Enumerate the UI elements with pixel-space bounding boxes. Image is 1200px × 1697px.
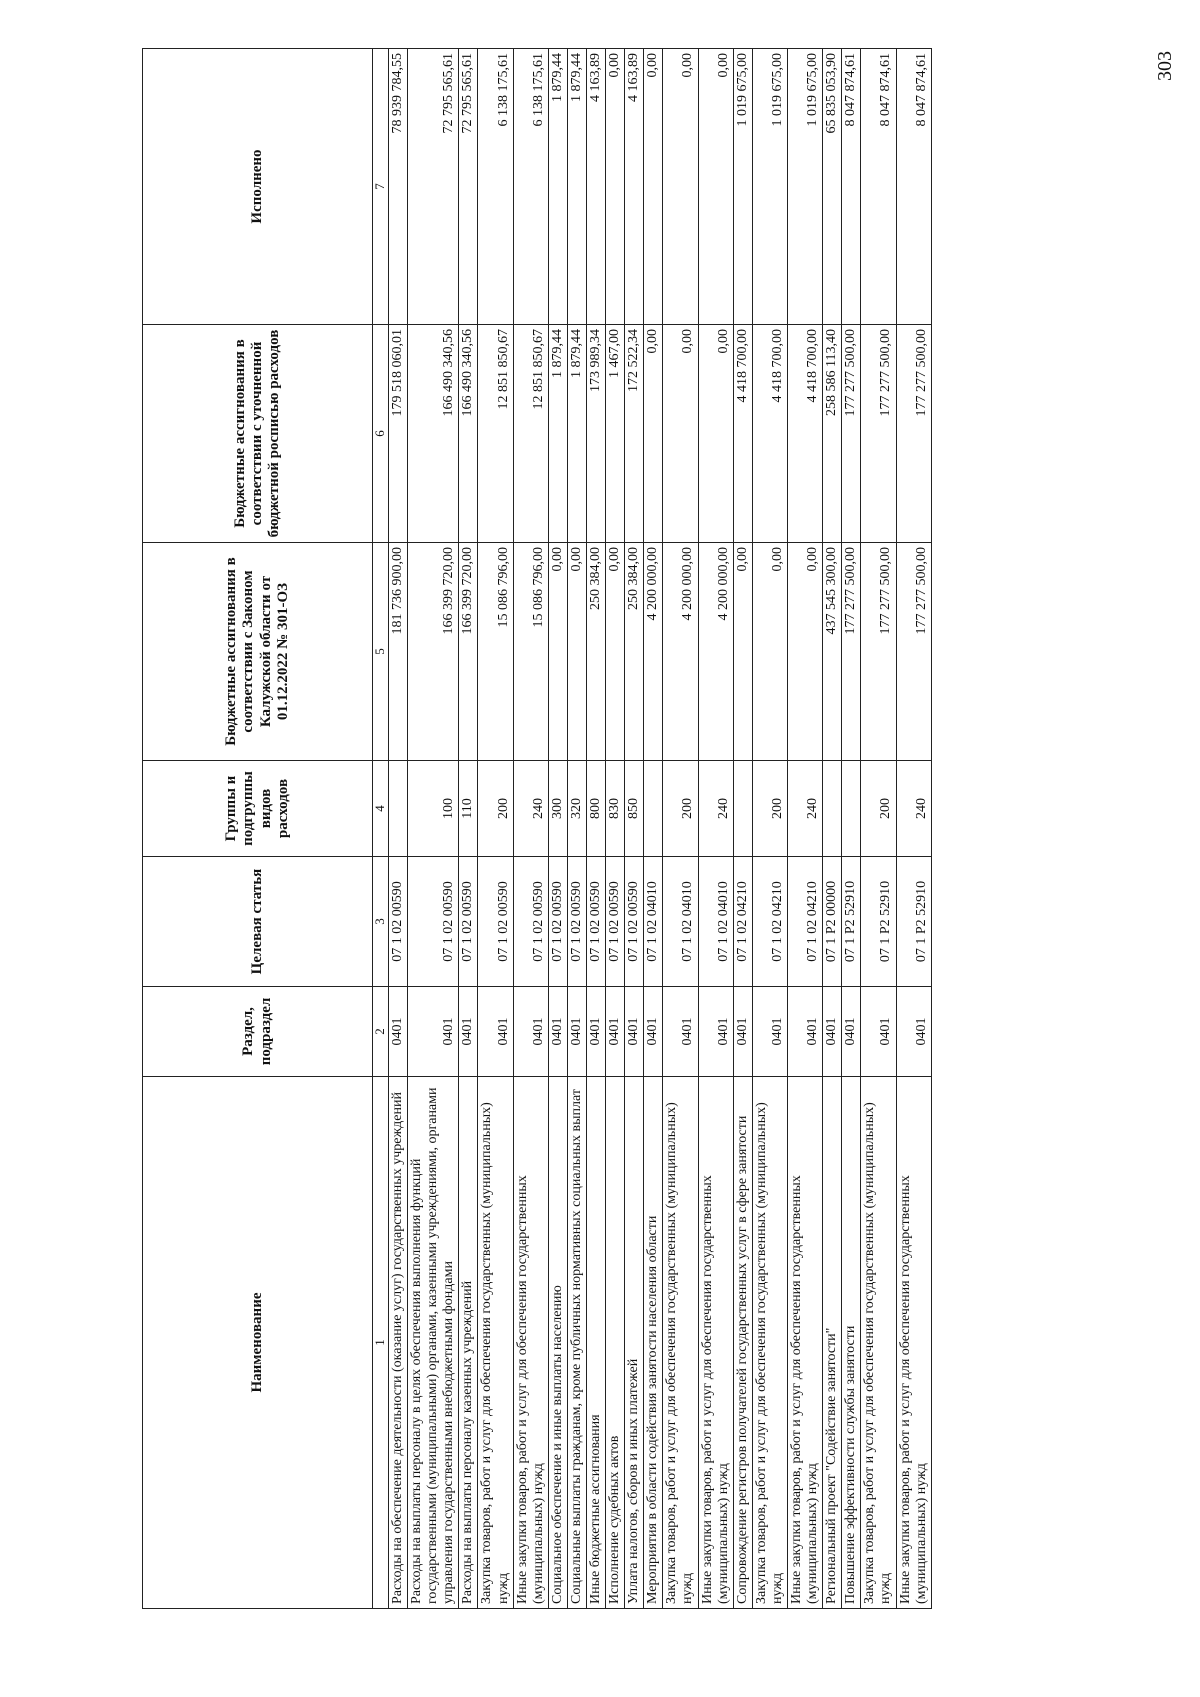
cell-group: 240 [513,761,548,857]
cell-section: 0401 [586,987,605,1077]
cell-name: Исполнение судебных актов [606,1077,625,1609]
cell-adjusted: 177 277 500,00 [861,325,896,543]
cell-adjusted: 1 879,44 [567,325,586,543]
cell-executed: 0,00 [644,49,663,325]
cell-section: 0401 [842,987,861,1077]
cell-executed: 6 138 175,61 [478,49,513,325]
column-number: 5 [373,543,389,761]
cell-name: Иные закупки товаров, работ и услуг для обеспечения государственных (муниципальных) нужд [788,1077,823,1609]
cell-target: 07 1 P2 52910 [896,857,931,987]
cell-law: 437 545 300,00 [823,543,842,761]
cell-law: 250 384,00 [586,543,605,761]
cell-law: 4 200 000,00 [644,543,663,761]
cell-group [733,761,752,857]
cell-section: 0401 [861,987,896,1077]
cell-target: 07 1 02 00590 [459,857,478,987]
cell-executed: 4 163,89 [586,49,605,325]
cell-target: 07 1 02 00590 [606,857,625,987]
cell-adjusted: 177 277 500,00 [896,325,931,543]
cell-law: 0,00 [567,543,586,761]
cell-name: Иные закупки товаров, работ и услуг для обеспечения государственных (муниципальных) нужд [513,1077,548,1609]
header-name: Наименование [143,1077,373,1609]
cell-adjusted: 179 518 060,01 [388,325,407,543]
cell-group [842,761,861,857]
table-row [625,49,644,1609]
cell-adjusted: 12 851 850,67 [478,325,513,543]
cell-section: 0401 [663,987,698,1077]
cell-target: 07 1 02 04010 [663,857,698,987]
header-row [143,49,373,1609]
cell-law: 181 736 900,00 [388,543,407,761]
cell-group: 320 [567,761,586,857]
cell-name: Расходы на обеспечение деятельности (оказание услуг) государственных учреждений [388,1077,407,1609]
cell-adjusted: 172 522,34 [625,325,644,543]
cell-section: 0401 [548,987,567,1077]
table-row [861,49,896,1609]
cell-adjusted: 4 418 700,00 [733,325,752,543]
column-number-row [373,49,389,1609]
cell-group: 200 [663,761,698,857]
cell-group: 300 [548,761,567,857]
cell-law: 177 277 500,00 [842,543,861,761]
header-adjusted: Бюджетные ассигнования в соответствии с уточненной бюджетной росписью расходов [143,325,373,543]
cell-section: 0401 [459,987,478,1077]
cell-group [388,761,407,857]
table-row [823,49,842,1609]
header-law: Бюджетные ассигнования в соответствии с Законом Калужской области от 01.12.2022 № 301-ОЗ [143,543,373,761]
cell-group [644,761,663,857]
cell-target: 07 1 02 00590 [548,857,567,987]
header-group: Группы и подгруппы видов расходов [143,761,373,857]
cell-adjusted: 173 989,34 [586,325,605,543]
cell-target: 07 1 02 00590 [586,857,605,987]
cell-executed: 78 939 784,55 [388,49,407,325]
cell-law: 0,00 [788,543,823,761]
cell-adjusted: 4 418 700,00 [788,325,823,543]
cell-target: 07 1 P2 52910 [861,857,896,987]
table-row [663,49,698,1609]
cell-name: Расходы на выплаты персоналу казенных учреждений [459,1077,478,1609]
cell-section: 0401 [408,987,459,1077]
cell-target: 07 1 02 00590 [567,857,586,987]
page-number: 303 [1154,51,1176,81]
cell-section: 0401 [567,987,586,1077]
budget-table [142,48,932,1609]
cell-adjusted: 0,00 [644,325,663,543]
column-number: 7 [373,49,389,325]
cell-law: 166 399 720,00 [408,543,459,761]
cell-target: 07 1 02 04010 [644,857,663,987]
cell-law: 4 200 000,00 [663,543,698,761]
cell-group: 240 [788,761,823,857]
cell-adjusted: 4 418 700,00 [752,325,787,543]
table-row [788,49,823,1609]
cell-target: 07 1 02 04210 [788,857,823,987]
cell-adjusted: 0,00 [663,325,698,543]
table-row [644,49,663,1609]
cell-section: 0401 [513,987,548,1077]
cell-target: 07 1 P2 52910 [842,857,861,987]
cell-name: Социальные выплаты гражданам, кроме публичных нормативных социальных выплат [567,1077,586,1609]
cell-law: 166 399 720,00 [459,543,478,761]
cell-executed: 1 019 675,00 [733,49,752,325]
cell-group: 850 [625,761,644,857]
cell-law: 250 384,00 [625,543,644,761]
header-section: Раздел, подраздел [143,987,373,1077]
cell-adjusted: 258 586 113,40 [823,325,842,543]
cell-law: 177 277 500,00 [861,543,896,761]
cell-executed: 4 163,89 [625,49,644,325]
cell-name: Иные закупки товаров, работ и услуг для обеспечения государственных (муниципальных) нужд [698,1077,733,1609]
cell-executed: 8 047 874,61 [861,49,896,325]
cell-name: Мероприятия в области содействия занятости населения области [644,1077,663,1609]
cell-executed: 65 835 053,90 [823,49,842,325]
cell-name: Закупка товаров, работ и услуг для обеспечения государственных (муниципальных) нужд [663,1077,698,1609]
cell-group: 800 [586,761,605,857]
cell-group: 240 [698,761,733,857]
cell-law: 15 086 796,00 [513,543,548,761]
cell-executed: 72 795 565,61 [459,49,478,325]
table-row [698,49,733,1609]
cell-name: Сопровождение регистров получателей государственных услуг в сфере занятости [733,1077,752,1609]
column-number: 2 [373,987,389,1077]
cell-executed: 1 879,44 [567,49,586,325]
cell-adjusted: 166 490 340,56 [408,325,459,543]
cell-adjusted: 0,00 [698,325,733,543]
table-row [548,49,567,1609]
cell-target: 07 1 02 00590 [478,857,513,987]
table-row [896,49,931,1609]
cell-target: 07 1 02 04010 [698,857,733,987]
cell-name: Закупка товаров, работ и услуг для обеспечения государственных (муниципальных) нужд [478,1077,513,1609]
cell-section: 0401 [823,987,842,1077]
cell-name: Иные закупки товаров, работ и услуг для обеспечения государственных (муниципальных) нужд [896,1077,931,1609]
cell-group: 200 [752,761,787,857]
cell-target: 07 1 02 00590 [408,857,459,987]
table-row [513,49,548,1609]
cell-adjusted: 177 277 500,00 [842,325,861,543]
cell-group: 830 [606,761,625,857]
cell-target: 07 1 02 00590 [513,857,548,987]
cell-name: Расходы на выплаты персоналу в целях обеспечения выполнения функций государственными (муниципальными) органами, казенными учреждениями, органами управления государственными внебюджетными фондами [408,1077,459,1609]
cell-section: 0401 [388,987,407,1077]
cell-target: 07 1 02 04210 [752,857,787,987]
cell-name: Закупка товаров, работ и услуг для обеспечения государственных (муниципальных) нужд [752,1077,787,1609]
cell-executed: 0,00 [698,49,733,325]
cell-executed: 6 138 175,61 [513,49,548,325]
cell-law: 0,00 [606,543,625,761]
cell-executed: 1 879,44 [548,49,567,325]
cell-executed: 1 019 675,00 [752,49,787,325]
cell-law: 0,00 [548,543,567,761]
table-row [388,49,407,1609]
table-row [586,49,605,1609]
cell-executed: 72 795 565,61 [408,49,459,325]
column-number: 3 [373,857,389,987]
table-row [478,49,513,1609]
cell-group: 200 [861,761,896,857]
cell-section: 0401 [606,987,625,1077]
cell-section: 0401 [896,987,931,1077]
cell-group: 200 [478,761,513,857]
cell-name: Повышение эффективности службы занятости [842,1077,861,1609]
cell-target: 07 1 02 00590 [625,857,644,987]
table-row [733,49,752,1609]
cell-adjusted: 1 879,44 [548,325,567,543]
cell-target: 07 1 02 00590 [388,857,407,987]
cell-section: 0401 [698,987,733,1077]
cell-law: 4 200 000,00 [698,543,733,761]
cell-adjusted: 1 467,00 [606,325,625,543]
table-row [459,49,478,1609]
cell-executed: 8 047 874,61 [842,49,861,325]
cell-law: 177 277 500,00 [896,543,931,761]
cell-adjusted: 12 851 850,67 [513,325,548,543]
cell-name: Региональный проект "Содействие занятости" [823,1077,842,1609]
cell-name: Иные бюджетные ассигнования [586,1077,605,1609]
cell-name: Социальное обеспечение и иные выплаты населению [548,1077,567,1609]
header-target: Целевая статья [143,857,373,987]
cell-law: 0,00 [752,543,787,761]
cell-target: 07 1 02 04210 [733,857,752,987]
cell-executed: 0,00 [606,49,625,325]
cell-group: 110 [459,761,478,857]
table-row [752,49,787,1609]
cell-law: 15 086 796,00 [478,543,513,761]
cell-executed: 0,00 [663,49,698,325]
cell-group: 240 [896,761,931,857]
cell-name: Закупка товаров, работ и услуг для обеспечения государственных (муниципальных) нужд [861,1077,896,1609]
cell-section: 0401 [478,987,513,1077]
cell-target: 07 1 P2 00000 [823,857,842,987]
cell-name: Уплата налогов, сборов и иных платежей [625,1077,644,1609]
cell-group: 100 [408,761,459,857]
header-executed: Исполнено [143,49,373,325]
table-row [606,49,625,1609]
cell-section: 0401 [644,987,663,1077]
cell-group [823,761,842,857]
cell-section: 0401 [752,987,787,1077]
table-body [388,49,931,1609]
cell-section: 0401 [733,987,752,1077]
cell-executed: 8 047 874,61 [896,49,931,325]
column-number: 6 [373,325,389,543]
cell-law: 0,00 [733,543,752,761]
cell-section: 0401 [625,987,644,1077]
table-row [842,49,861,1609]
column-number: 1 [373,1077,389,1609]
table-row [567,49,586,1609]
column-number: 4 [373,761,389,857]
cell-executed: 1 019 675,00 [788,49,823,325]
cell-adjusted: 166 490 340,56 [459,325,478,543]
table-row [408,49,459,1609]
rotated-page [12,37,1192,1617]
cell-section: 0401 [788,987,823,1077]
